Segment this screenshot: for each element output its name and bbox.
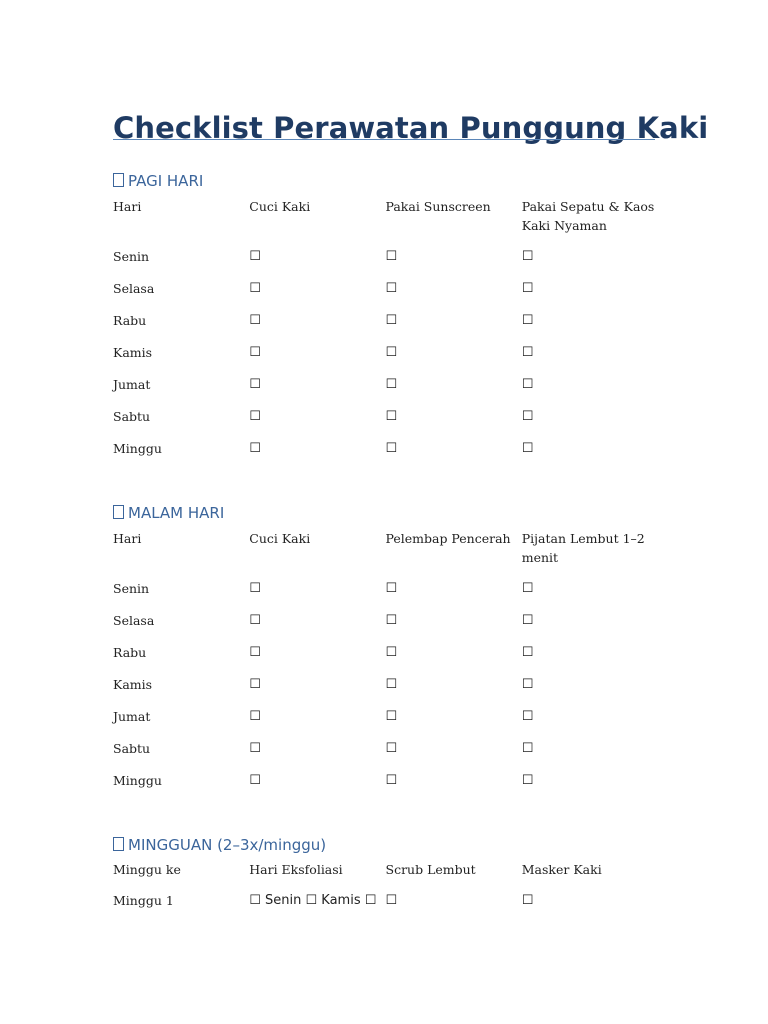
- checkbox[interactable]: ☐: [249, 249, 261, 264]
- day-label: Minggu: [113, 773, 162, 788]
- column-header: Scrub Lembut: [385, 862, 476, 877]
- day-label: Selasa: [113, 613, 155, 628]
- day-label: Minggu 1: [113, 893, 174, 908]
- day-label: Senin: [113, 581, 150, 596]
- checkbox[interactable]: ☐: [249, 345, 261, 360]
- checkbox[interactable]: ☐: [385, 581, 398, 596]
- checkbox[interactable]: ☐: [385, 709, 398, 724]
- table-row: [113, 707, 658, 739]
- table-body: [113, 247, 658, 471]
- checkbox[interactable]: ☐: [385, 281, 398, 296]
- table-body: [113, 579, 658, 803]
- checkbox[interactable]: ☐: [521, 709, 534, 724]
- checkbox[interactable]: ☐: [249, 281, 261, 296]
- checkbox[interactable]: ☐: [249, 313, 261, 328]
- checkbox[interactable]: ☐: [249, 709, 261, 724]
- checkbox[interactable]: ☐: [521, 377, 534, 392]
- checkbox[interactable]: ☐: [249, 377, 261, 392]
- checkbox[interactable]: ☐: [385, 645, 398, 660]
- table-body: [113, 891, 658, 923]
- table-row: [113, 439, 658, 471]
- day-label: Minggu: [113, 441, 162, 456]
- column-header: Masker Kaki: [521, 862, 602, 877]
- day-label: Senin: [113, 249, 150, 264]
- checklist-table-mingguan: [113, 860, 658, 923]
- table-row: [113, 375, 658, 407]
- table-row: [113, 407, 658, 439]
- day-label: Rabu: [113, 645, 147, 660]
- table-row: [113, 739, 658, 771]
- table-header-row: [113, 860, 658, 891]
- table-row: [113, 579, 658, 611]
- title-divider: [113, 139, 655, 140]
- checkbox[interactable]: ☐: [385, 345, 398, 360]
- checkbox[interactable]: ☐: [249, 441, 261, 456]
- table-row: [113, 311, 658, 343]
- checkbox[interactable]: ☐: [385, 249, 398, 264]
- checkbox[interactable]: ☐: [521, 581, 534, 596]
- column-header: Pelembap Pencerah: [385, 531, 511, 546]
- checkbox[interactable]: ☐: [521, 773, 534, 788]
- section-heading-label: MALAM HARI: [128, 504, 225, 522]
- checkbox[interactable]: ☐: [521, 893, 534, 908]
- checkbox[interactable]: ☐: [249, 613, 261, 628]
- exfoliation-day-checkboxes[interactable]: ☐ Senin ☐ Kamis ☐: [249, 893, 377, 908]
- checkbox[interactable]: ☐: [385, 313, 398, 328]
- checkbox[interactable]: ☐: [249, 645, 261, 660]
- table-row: [113, 771, 658, 803]
- day-label: Sabtu: [113, 409, 151, 424]
- checkbox[interactable]: ☐: [385, 409, 398, 424]
- table-header-row: [113, 197, 658, 247]
- column-header: Pijatan Lembut 1–2 menit: [521, 531, 645, 565]
- day-label: Jumat: [113, 709, 151, 724]
- checkbox[interactable]: ☐: [521, 441, 534, 456]
- page-title: Checklist Perawatan Punggung Kaki: [113, 111, 709, 146]
- table-row: [113, 643, 658, 675]
- section-heading-mingguan: [113, 836, 326, 854]
- checkbox[interactable]: ☐: [521, 645, 534, 660]
- checkbox[interactable]: ☐: [385, 893, 398, 908]
- checkbox[interactable]: ☐: [521, 677, 534, 692]
- table-row: [113, 247, 658, 279]
- column-header: Hari Eksfoliasi: [249, 862, 343, 877]
- checkbox[interactable]: ☐: [521, 409, 534, 424]
- checkbox[interactable]: ☐: [385, 377, 398, 392]
- checkbox[interactable]: ☐: [249, 581, 261, 596]
- table-row: [113, 891, 658, 923]
- missing-glyph-icon: [113, 837, 124, 851]
- day-label: Kamis: [113, 345, 153, 360]
- checkbox[interactable]: ☐: [249, 409, 261, 424]
- day-label: Jumat: [113, 377, 151, 392]
- day-label: Kamis: [113, 677, 153, 692]
- checklist-table-pagi: [113, 197, 658, 471]
- column-header: Hari: [113, 531, 142, 546]
- day-label: Sabtu: [113, 741, 151, 756]
- checkbox[interactable]: ☐: [521, 281, 534, 296]
- section-heading-label: PAGI HARI: [128, 172, 204, 190]
- checkbox[interactable]: ☐: [521, 249, 534, 264]
- column-header: Pakai Sepatu & Kaos Kaki Nyaman: [521, 199, 655, 233]
- column-header: Hari: [113, 199, 142, 214]
- day-label: Selasa: [113, 281, 155, 296]
- checkbox[interactable]: ☐: [385, 773, 398, 788]
- checkbox[interactable]: ☐: [385, 613, 398, 628]
- checkbox[interactable]: ☐: [249, 773, 261, 788]
- section-heading-label: MINGGUAN (2–3x/minggu): [128, 836, 327, 854]
- checkbox[interactable]: ☐: [249, 741, 261, 756]
- checkbox[interactable]: ☐: [385, 677, 398, 692]
- section-heading-pagi: [113, 172, 203, 190]
- checkbox[interactable]: ☐: [385, 741, 398, 756]
- missing-glyph-icon: [113, 505, 124, 519]
- table-row: [113, 343, 658, 375]
- column-header: Pakai Sunscreen: [385, 199, 491, 214]
- checkbox[interactable]: ☐: [521, 313, 534, 328]
- day-label: Rabu: [113, 313, 147, 328]
- table-row: [113, 611, 658, 643]
- missing-glyph-icon: [113, 173, 124, 187]
- checkbox[interactable]: ☐: [521, 613, 534, 628]
- column-header: Minggu ke: [113, 862, 181, 877]
- section-heading-malam: [113, 504, 224, 522]
- column-header: Cuci Kaki: [249, 531, 311, 546]
- checkbox[interactable]: ☐: [249, 677, 261, 692]
- table-header-row: [113, 529, 658, 579]
- checklist-table-malam: [113, 529, 658, 803]
- checkbox[interactable]: ☐: [385, 441, 398, 456]
- checkbox[interactable]: ☐: [521, 345, 534, 360]
- checkbox[interactable]: ☐: [521, 741, 534, 756]
- table-row: [113, 279, 658, 311]
- column-header: Cuci Kaki: [249, 199, 311, 214]
- table-row: [113, 675, 658, 707]
